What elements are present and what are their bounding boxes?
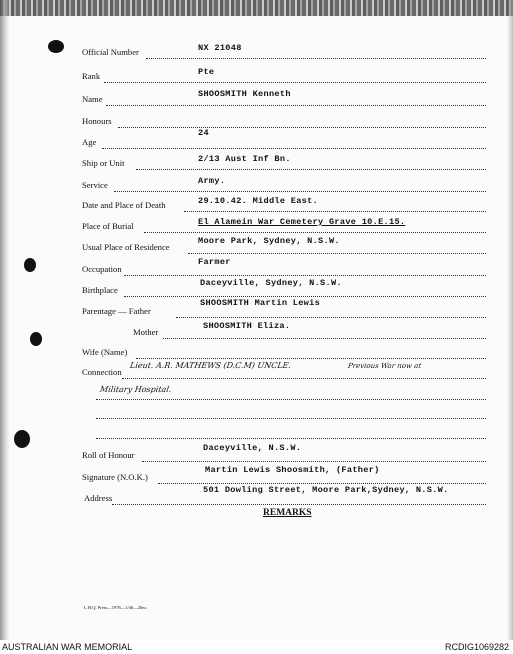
connection-handwriting: Lieut. A.R. MATHEWS (D.C.M) UNCLE. (129, 361, 292, 370)
field-label: Honours (82, 116, 112, 126)
field-father (0, 298, 513, 320)
field-value: 24 (198, 128, 209, 138)
field-service (0, 176, 513, 194)
field-address (0, 485, 513, 507)
field-label: Signature (N.O.K.) (82, 472, 148, 482)
field-honours (0, 116, 513, 130)
remarks-heading: REMARKS (263, 508, 312, 518)
connection-line-3 (0, 407, 513, 421)
field-label: Place of Burial (82, 221, 134, 231)
field-mother (0, 321, 513, 341)
field-label: Official Number (82, 47, 139, 57)
field-label: Parentage — Father (82, 306, 151, 316)
field-label: Service (82, 180, 108, 190)
field-value: Martin Lewis Shoosmith, (Father) (205, 465, 380, 475)
field-label: Usual Place of Residence (82, 242, 170, 252)
field-value: El Alamein War Cemetery Grave 10.E.15. (198, 217, 406, 227)
field-label: Birthplace (82, 285, 118, 295)
field-roll-of-honour (0, 443, 513, 464)
field-value: Farmer (198, 257, 231, 267)
field-label: Occupation (82, 264, 122, 274)
field-rank (0, 67, 513, 85)
field-value: SHOOSMITH Eliza. (203, 321, 291, 331)
field-value: Daceyville, Sydney, N.S.W. (200, 278, 342, 288)
footer-archive-name: AUSTRALIAN WAR MEMORIAL (2, 642, 133, 652)
field-value: 501 Dowling Street, Moore Park,Sydney, N.S.W. (203, 485, 449, 495)
field-wife (0, 347, 513, 361)
scan-top-edge (0, 0, 513, 16)
field-signature-nok (0, 465, 513, 486)
field-value: Army. (198, 176, 226, 186)
connection-handwriting-note: Previous War now at (347, 362, 422, 370)
field-place-of-burial (0, 217, 513, 235)
field-label: Date and Place of Death (82, 200, 166, 210)
field-occupation (0, 257, 513, 278)
field-label: Wife (Name) (82, 347, 128, 357)
field-label: Ship or Unit (82, 158, 125, 168)
field-value: 29.10.42. Middle East. (198, 196, 319, 206)
field-value: Moore Park, Sydney, N.S.W. (198, 236, 340, 246)
field-label: Address (84, 493, 113, 503)
field-label: Name (82, 94, 103, 104)
field-label: Rank (82, 71, 101, 81)
field-official-number (0, 43, 513, 61)
printer-imprint: L.H.Q. Press—1976—1/46—20m. (84, 605, 147, 610)
field-value: SHOOSMITH Martin Lewis (200, 298, 321, 308)
connection-line-2 (0, 385, 513, 402)
field-label: Connection (82, 367, 122, 377)
field-label: Roll of Honour (82, 450, 135, 460)
field-value: Pte (198, 67, 215, 77)
field-value: SHOOSMITH Kenneth (198, 89, 291, 99)
footer-record-id: RCDIG1069282 (444, 642, 509, 652)
field-ship-or-unit (0, 154, 513, 172)
connection-line-4 (0, 427, 513, 441)
field-value: 2/13 Aust Inf Bn. (198, 154, 291, 164)
field-label: Mother (133, 327, 159, 337)
field-birthplace (0, 278, 513, 299)
connection-handwriting-2: Military Hospital. (99, 385, 173, 394)
field-date-place-death (0, 196, 513, 214)
field-connection (0, 361, 513, 381)
field-usual-residence (0, 236, 513, 256)
field-age (0, 128, 513, 151)
field-label: Age (82, 137, 97, 147)
field-value: Daceyville, N.S.W. (203, 443, 302, 453)
field-name (0, 89, 513, 108)
field-value: NX 21048 (198, 43, 242, 53)
